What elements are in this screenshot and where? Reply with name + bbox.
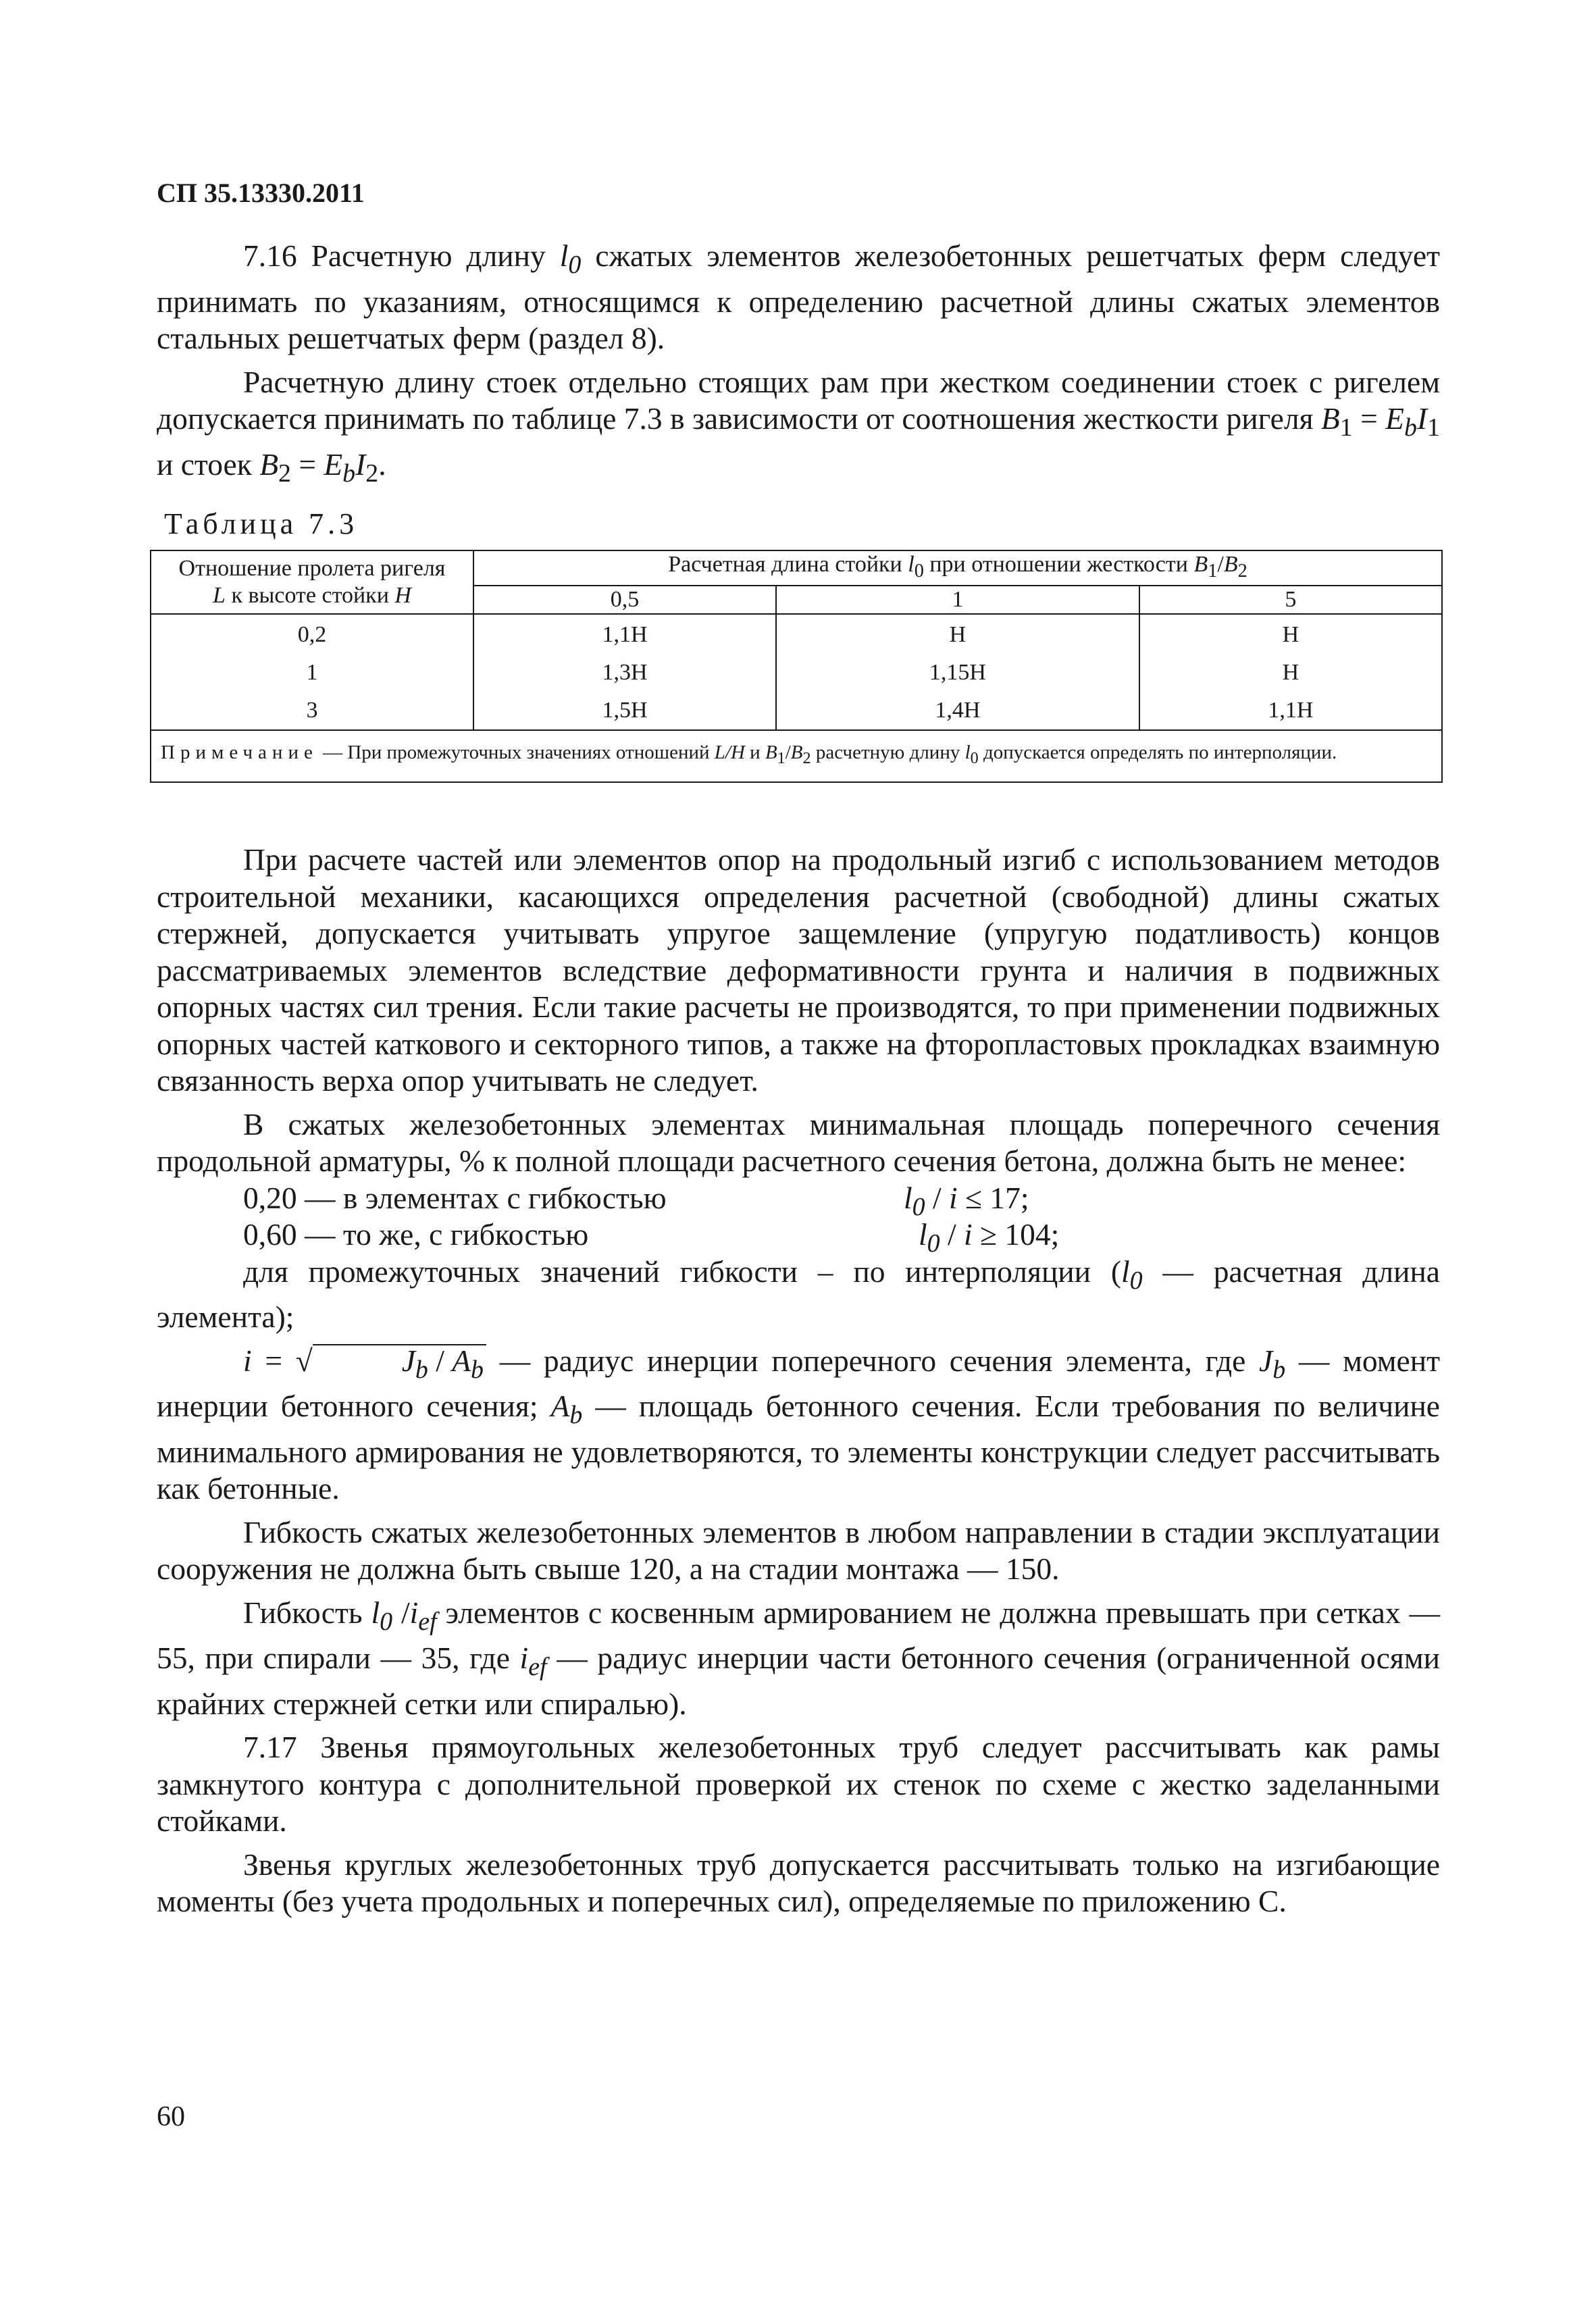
paragraph-buckling: При расчете частей или элементов опор на продольный изгиб с использованием методов строительной механики, касающихся определения расчетной (свободной) длины сжатых стержней, допускается учитывать упругое защемление (упругую податливость) концов рассматриваемых элементов вследствие деформативности грунта и наличия в подвижных опорных частях сил трения. Если такие расчеты не производятся, то при применении подвижных опорных частей каткового и секторного типов, а также на фторопластовых прокладках взаимную связанность верха опор учитывать не следует. — [157, 842, 1440, 1098]
section-7-16-text — [157, 238, 1440, 492]
table-caption: Таблица 7.3 — [164, 507, 359, 540]
document-code-header: СП 35.13330.2011 — [157, 178, 365, 208]
table-values-column-0-5: 1,1H 1,3H 1,5H — [473, 614, 776, 730]
table-col-head: 0,5 — [473, 586, 776, 614]
paragraph-7-17-round-pipes: Звенья круглых железобетонных труб допускается рассчитывать только на изгибающие моменты (без учета продольных и поперечных сил), определяемые по приложению С. — [157, 1847, 1440, 1919]
radicand: $J_b / A_b$ — [313, 1344, 486, 1385]
paragraph-7-16-truss: 7.16 Расчетную длину $l_0$ сжатых элементов железобетонных решетчатых ферм следует принимать по указаниям, относящимся к определению расчетной длины сжатых элементов стальных решетчатых ферм (раздел 8). — [157, 238, 1440, 356]
paragraph-7-17-rectangular-pipes: 7.17 Звенья прямоугольных железобетонных труб следует рассчитывать как рамы замкнутого контура с дополнительной проверкой их стенок по схеме с жестко заделанными стойками. — [157, 1730, 1440, 1839]
paragraph-indirect-reinforcement: Гибкость $l_0$ $/i_{ef}$ элементов с косвенным армированием не должна превышать при сетках — 55, при спирали — 35, где $i_{ef}$ — радиус инерции части бетонного сечения (ограниченной осями крайних стержней сетки или спиралью). — [157, 1595, 1440, 1721]
table-header-row — [151, 550, 1442, 586]
table-values-row — [151, 614, 1442, 730]
table-note-row — [151, 730, 1442, 782]
page-number: 60 — [157, 2101, 185, 2132]
section-body-continued — [157, 842, 1440, 1920]
table-head-span-ratio: Отношение пролета ригеля L к высоте стойки H — [151, 550, 473, 614]
paragraph-radius-of-gyration: i = √ $J_b / A_b$ — радиус инерции поперечного сечения элемента, где $J_b$ — момент инерции бетонного сечения; $A_b$ — площадь бетонного сечения. Если требования по величине минимального армирования не удовлетворяются, то элементы конструкции следует рассчитывать как бетонные. — [157, 1343, 1440, 1506]
paragraph-interpolation: для промежуточных значений гибкости – по интерполяции ($l_0$ — расчетная длина элемента); — [157, 1254, 1441, 1335]
paragraph-7-16-frames: Расчетную длину стоек отдельно стоящих рам при жестком соединении стоек с ригелем допускается принимать по таблице 7.3 в зависимости от соотношения жесткости ригеля $B_1 = E_bI_1$ и стоек $B_2 = E_bI_2$. — [157, 364, 1440, 488]
table-col-head: 1 — [776, 586, 1139, 614]
table-values-column-1: H 1,15H 1,4H — [776, 614, 1139, 730]
paragraph-flexibility-limit: Гибкость сжатых железобетонных элементов в любом направлении в стадии эксплуатации сооружения не должна быть свыше 120, а на стадии монтажа — 150. — [157, 1514, 1440, 1587]
table-7-3 — [150, 550, 1443, 783]
table-values-column-5: H H 1,1H — [1139, 614, 1442, 730]
square-root-sign: √ — [295, 1343, 313, 1378]
table-col-head: 5 — [1139, 586, 1442, 614]
table-head-design-length: Расчетная длина стойки $l_0$ при отношении жесткости $B_1/B_2$ — [473, 550, 1442, 586]
reinforcement-line-060: 0,60 — то же, с гибкостью $l_0 / i \ge 104$; — [243, 1217, 1060, 1258]
table-ratio-column: 0,2 1 3 — [151, 614, 473, 730]
table-note: Примечание — При промежуточных значениях отношений L/H и $B_1/B_2$ расчетную длину $l_0$ допускается определять по интерполяции. — [151, 730, 1442, 782]
reinforcement-line-020: 0,20 — в элементах с гибкостью $l_0 / i \le 17$; — [243, 1180, 1029, 1221]
paragraph-min-reinforcement: В сжатых железобетонных элементах минимальная площадь поперечного сечения продольной арматуры, % к полной площади расчетного сечения бетона, должна быть не менее: — [157, 1106, 1440, 1178]
